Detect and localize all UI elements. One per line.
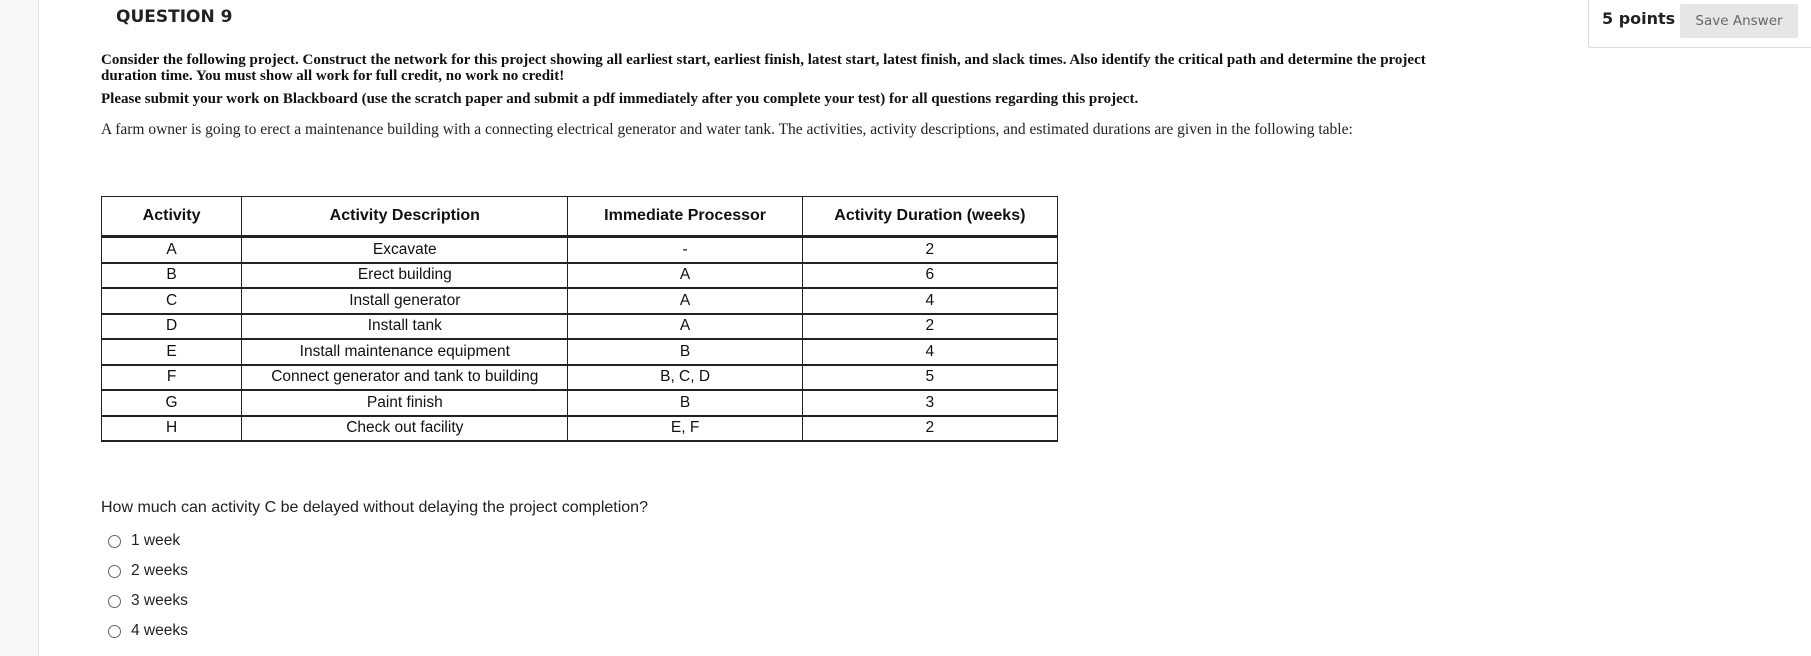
answer-option-label: 4 weeks [131, 622, 188, 639]
cell-description: Erect building [242, 263, 568, 289]
cell-activity: H [102, 416, 242, 442]
radio-button[interactable] [108, 565, 121, 578]
answer-option-label: 1 week [131, 532, 181, 549]
submission-note: Please submit your work on Blackboard (use the scratch paper and submit a pdf immediately after you complete your test) for all questions regarding this project. [101, 91, 1139, 107]
scenario-text: A farm owner is going to erect a maintenance building with a connecting electrical generator and water tank. The activities, activity descriptions, and estimated durations are given in the following table: [101, 121, 1353, 138]
answer-options [108, 526, 188, 646]
radio-button[interactable] [108, 595, 121, 608]
cell-description: Install generator [242, 288, 568, 314]
radio-button[interactable] [108, 625, 121, 638]
table-row [102, 237, 1058, 263]
table-row [102, 390, 1058, 416]
cell-activity: A [102, 237, 242, 263]
cell-activity: D [102, 314, 242, 340]
table-row [102, 263, 1058, 289]
header-activity: Activity [102, 197, 242, 237]
cell-predecessor: E, F [568, 416, 802, 442]
cell-predecessor: B, C, D [568, 365, 802, 391]
cell-duration: 2 [802, 416, 1057, 442]
cell-duration: 4 [802, 288, 1057, 314]
cell-description: Paint finish [242, 390, 568, 416]
cell-duration: 2 [802, 314, 1057, 340]
cell-duration: 3 [802, 390, 1057, 416]
table-row [102, 314, 1058, 340]
answer-option-label: 3 weeks [131, 592, 188, 609]
table-row [102, 416, 1058, 442]
cell-predecessor: A [568, 314, 802, 340]
answer-option-label: 2 weeks [131, 562, 188, 579]
save-answer-button[interactable]: Save Answer [1680, 4, 1798, 38]
activity-table [101, 196, 1058, 442]
cell-predecessor: A [568, 263, 802, 289]
table-row [102, 365, 1058, 391]
table-header-row [102, 197, 1058, 237]
cell-description: Install tank [242, 314, 568, 340]
table-row [102, 288, 1058, 314]
cell-activity: E [102, 339, 242, 365]
cell-predecessor: B [568, 339, 802, 365]
points-label: 5 points [1602, 9, 1676, 28]
cell-activity: G [102, 390, 242, 416]
cell-activity: F [102, 365, 242, 391]
cell-description: Excavate [242, 237, 568, 263]
radio-button[interactable] [108, 535, 121, 548]
question-prompt: How much can activity C be delayed without delaying the project completion? [101, 499, 648, 516]
question-title: QUESTION 9 [116, 7, 233, 27]
table-row [102, 339, 1058, 365]
cell-duration: 6 [802, 263, 1057, 289]
cell-description: Connect generator and tank to building [242, 365, 568, 391]
cell-duration: 4 [802, 339, 1057, 365]
cell-predecessor: - [568, 237, 802, 263]
answer-option[interactable] [108, 616, 188, 646]
header-description: Activity Description [242, 197, 568, 237]
cell-description: Install maintenance equipment [242, 339, 568, 365]
cell-duration: 5 [802, 365, 1057, 391]
cell-description: Check out facility [242, 416, 568, 442]
left-gutter [0, 0, 39, 656]
cell-duration: 2 [802, 237, 1057, 263]
answer-option[interactable] [108, 586, 188, 616]
cell-predecessor: A [568, 288, 802, 314]
question-instructions: Consider the following project. Construct the network for this project showing all earliest start, earliest finish, latest start, latest finish, and slack times. Also identify the critical path and determine the project duration time. You must show all work for full credit, no work no credit! [101, 52, 1426, 84]
header-duration: Activity Duration (weeks) [802, 197, 1057, 237]
cell-predecessor: B [568, 390, 802, 416]
cell-activity: C [102, 288, 242, 314]
header-predecessor: Immediate Processor [568, 197, 802, 237]
answer-option[interactable] [108, 526, 188, 556]
cell-activity: B [102, 263, 242, 289]
answer-option[interactable] [108, 556, 188, 586]
